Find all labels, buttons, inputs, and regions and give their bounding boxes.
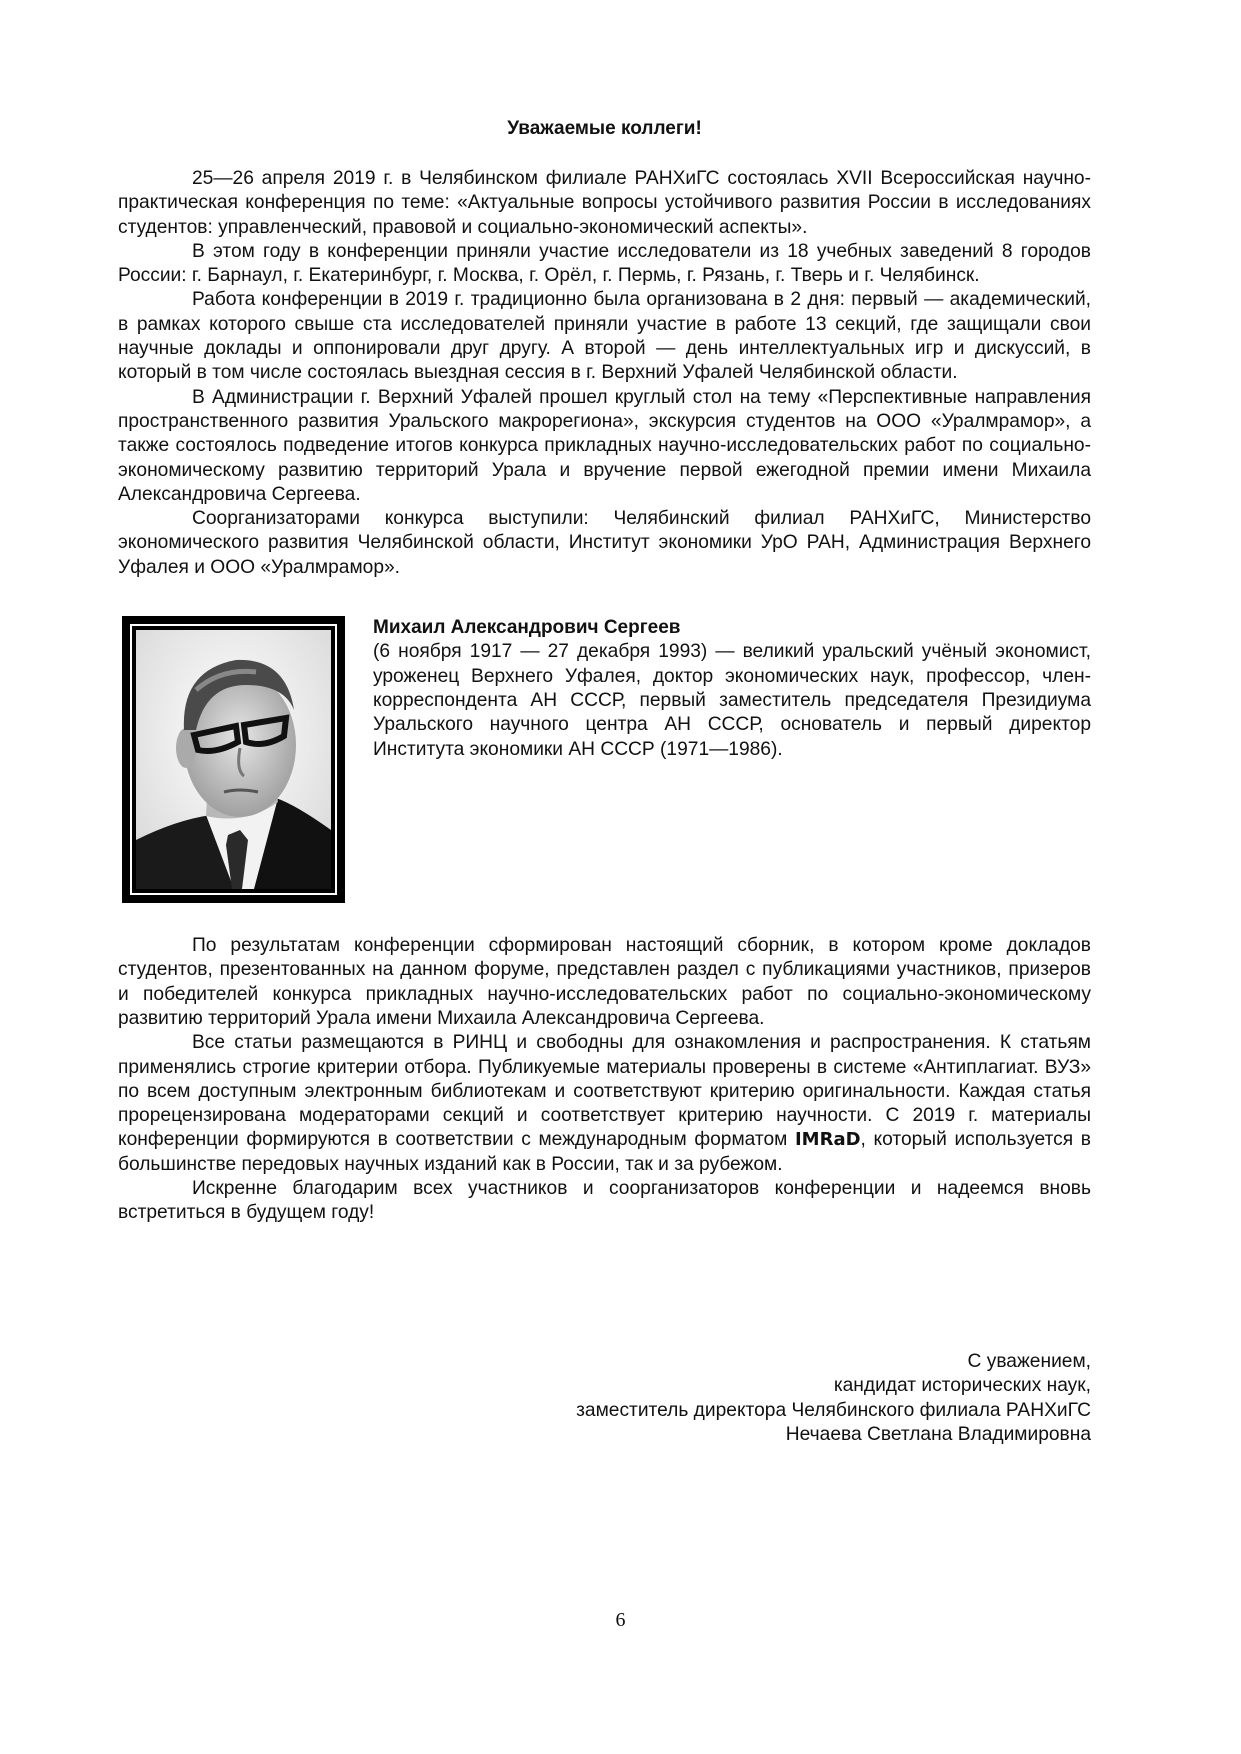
paragraph-collection-summary: По результатам конференции сформирован настоящий сборник, в котором кроме докладов студентов, презентованных на данном форуме, представлен раздел с публикациями участников, призеров и победителей конкурса прикладных научно-исследовательских работ по социально-экономическому развитию территорий Урала имени Михаила Александровича Сергеева. (118, 935, 1091, 1029)
signature-position: заместитель директора Челябинского филиала РАНХиГС (576, 1399, 1091, 1421)
paragraph-conference-intro: 25—26 апреля 2019 г. в Челябинском филиале РАНХиГС состоялась XVII Всероссийская научно-практическая конференция по теме: «Актуальные вопросы устойчивого развития России в исследованиях студентов: управленческий, правовой и социально-экономический аспекты». (118, 168, 1091, 238)
paragraph-round-table: В Администрации г. Верхний Уфалей прошел круглый стол на тему «Перспективные направления пространственного развития Уральского макрорегиона», экскурсия студентов на ООО «Уралмрамор», а также состоялось подведение итогов конкурса прикладных научно-исследовательских работ по социально-экономическому развитию территорий Урала и вручение первой ежегодной премии имени Михаила Александровича Сергеева. (118, 386, 1091, 505)
portrait-photo (136, 630, 331, 889)
paragraph-publication-criteria: Все статьи размещаются в РИНЦ и свободны для ознакомления и распространения. К статьям применялись строгие критерии отбора. Публикуемые материалы проверены в системе «Антиплагиат. ВУЗ» по всем доступным электронным библиотекам и соответствуют критерию оригинальности. Каждая статья прорецензирована модераторами секций и соответствует критерию научности. С 2019 г. материалы конференции формируются в соответствии с международным форматом IMRaD, который используется в большинстве передовых научных изданий как в России, так и за рубежом. (118, 1032, 1091, 1175)
biography-text (373, 616, 1091, 762)
paragraph-co-organizers: Соорганизаторами конкурса выступили: Челябинский филиал РАНХиГС, Министерство экономического развития Челябинской области, Институт экономики УрО РАН, Администрация Верхнего Уфалея и ООО «Уралмрамор». (118, 508, 1091, 578)
page-number: 6 (615, 1609, 626, 1631)
document-page (118, 117, 1091, 1226)
signature-block (576, 1350, 1091, 1447)
signature-name: Нечаева Светлана Владимировна (785, 1423, 1091, 1445)
imrad-format-label: IMRaD (794, 1129, 861, 1151)
signature-greeting: С уважением, (967, 1351, 1091, 1372)
page-title: Уважаемые коллеги! (507, 118, 702, 139)
biography-name: Михаил Александрович Сергеев (373, 617, 681, 639)
paragraph-closing: Искренне благодарим всех участников и соорганизаторов конференции и надеемся вновь встретиться в будущем году! (118, 1178, 1091, 1224)
portrait-photo-frame (122, 616, 345, 903)
biography-description: (6 ноября 1917 — 27 декабря 1993) — великий уральский учёный экономист, уроженец Верхнего Уфалея, доктор экономических наук, профессор, член-корреспондента АН СССР, первый заместитель председателя Президиума Уральского научного центра АН СССР, основатель и первый директор Института экономики АН СССР (1971—1986). (373, 641, 1091, 760)
paragraph-participants: В этом году в конференции приняли участие исследователи из 18 учебных заведений 8 городов России: г. Барнаул, г. Екатеринбург, г. Москва, г. Орёл, г. Пермь, г. Рязань, г. Тверь и г. Челябинск. (118, 240, 1091, 287)
biography-block (118, 602, 1091, 898)
paragraph-schedule: Работа конференции в 2019 г. традиционно была организована в 2 дня: первый — академический, в рамках которого свыше ста исследователей приняли участие в работе 13 секций, где защищали свои научные доклады и оппонировали друг другу. А второй — день интеллектуальных игр и дискуссий, в который в том числе состоялась выездная сессия в г. Верхний Уфалей Челябинской области. (118, 289, 1091, 384)
signature-degree: кандидат исторических наук, (833, 1375, 1091, 1397)
